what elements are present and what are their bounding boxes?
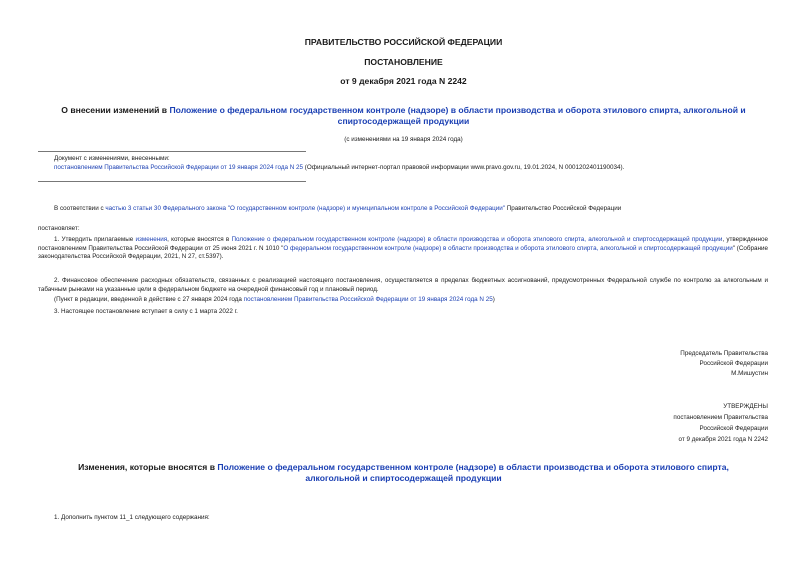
decides-text: постановляет:	[38, 225, 80, 232]
p1-link-changes[interactable]: изменения	[135, 236, 168, 243]
p1-c: , утвержденное постановлением Правительства Российской Федерации от 25 июня 2021 г. N 1010 "	[38, 236, 769, 252]
changes-link[interactable]: постановлением Правительства Российской Федерации от 19 января 2024 года N 25	[54, 163, 304, 171]
approval-block	[673, 401, 768, 445]
intro-pre: В соответствии с	[54, 205, 106, 212]
government-heading: ПРАВИТЕЛЬСТВО РОССИЙСКОЙ ФЕДЕРАЦИИ	[304, 37, 503, 47]
document-type: ПОСТАНОВЛЕНИЕ	[364, 57, 443, 67]
paragraph-2: 2. Финансовое обеспечение расходных обязательств, связанных с реализацией настоящего постановления, осуществляется в пределах бюджетных ассигнований, предусмотренных Федеральной службе по контролю за алкогольным и табачным рынками на указанные цели в федеральном бюджете на очередной финансовый год и плановый период.	[38, 277, 768, 293]
signature-block	[680, 349, 768, 379]
document-title	[0, 105, 807, 127]
amendment-note: (с изменениями на 19 января 2024 года)	[344, 136, 463, 143]
intro-post: Правительство Российской Федерации	[505, 205, 622, 212]
p2-note-post: )	[492, 296, 495, 303]
p2-note-pre: (Пункт в редакции, введенной в действие с 27 января 2024 года	[54, 296, 244, 303]
document-date-number: от 9 декабря 2021 года N 2242	[340, 76, 467, 86]
intro-link[interactable]: частью 3 статьи 30 Федерального закона "О государственном контроле (надзоре) и муниципальном контроле в Российской Федерации"	[105, 205, 506, 212]
p1-link-resolution[interactable]: О федеральном государственном контроле (надзоре) в области производства и оборота этилового спирта, алкогольной и спиртосодержащей продукции	[283, 244, 733, 252]
p1-a: 1. Утвердить прилагаемые	[54, 236, 136, 243]
changes-line2	[38, 164, 768, 173]
p1-d: " (Собрание законодательства Российской Федерации, 2021, N 27, ст.5397).	[38, 244, 768, 261]
changes-title-prefix: Изменения, которые вносятся в	[78, 462, 218, 472]
item-1: 1. Дополнить пунктом 11_1 следующего содержания:	[54, 514, 210, 521]
paragraph-1	[38, 236, 768, 262]
p1-b: , которые вносятся в	[167, 236, 232, 243]
approval-line3: Российской Федерации	[699, 425, 768, 432]
p2-note-link[interactable]: постановлением Правительства Российской Федерации от 19 января 2024 года N 25	[243, 296, 493, 303]
changes-tail: (Официальный интернет-портал правовой информации www.pravo.gov.ru, 19.01.2024, N 0001202401190034).	[303, 163, 625, 171]
top-divider	[38, 151, 306, 152]
signature-line2: Российской Федерации	[699, 360, 768, 367]
signature-name: М.Мишустин	[731, 370, 768, 377]
changes-title	[0, 462, 807, 484]
changes-block	[38, 155, 768, 172]
title-link[interactable]: Положение о федеральном государственном контроле (надзоре) в области производства и оборота этилового спирта, алкогольной и спиртосодержащей продукции	[169, 105, 746, 126]
approval-line2: постановлением Правительства	[673, 414, 768, 421]
changes-line1: Документ с изменениями, внесенными:	[54, 155, 170, 162]
paragraph-3: 3. Настоящее постановление вступает в силу с 1 марта 2022 г.	[54, 308, 238, 315]
approval-line1: УТВЕРЖДЕНЫ	[723, 403, 768, 410]
bottom-divider	[38, 181, 306, 182]
intro-paragraph	[38, 205, 768, 214]
p1-link-regulation[interactable]: Положение о федеральном государственном контроле (надзоре) в области производства и оборота этилового спирта, алкогольной и спиртосодержащей продукции	[231, 236, 723, 243]
paragraph-2-note	[38, 296, 768, 305]
title-prefix: О внесении изменений в	[61, 105, 170, 115]
changes-title-link[interactable]: Положение о федеральном государственном контроле (надзоре) в области производства и оборота этилового спирта, алкогольной и спиртосодержащей продукции	[217, 462, 729, 483]
signature-line1: Председатель Правительства	[680, 350, 768, 357]
approval-line4: от 9 декабря 2021 года N 2242	[678, 436, 768, 443]
